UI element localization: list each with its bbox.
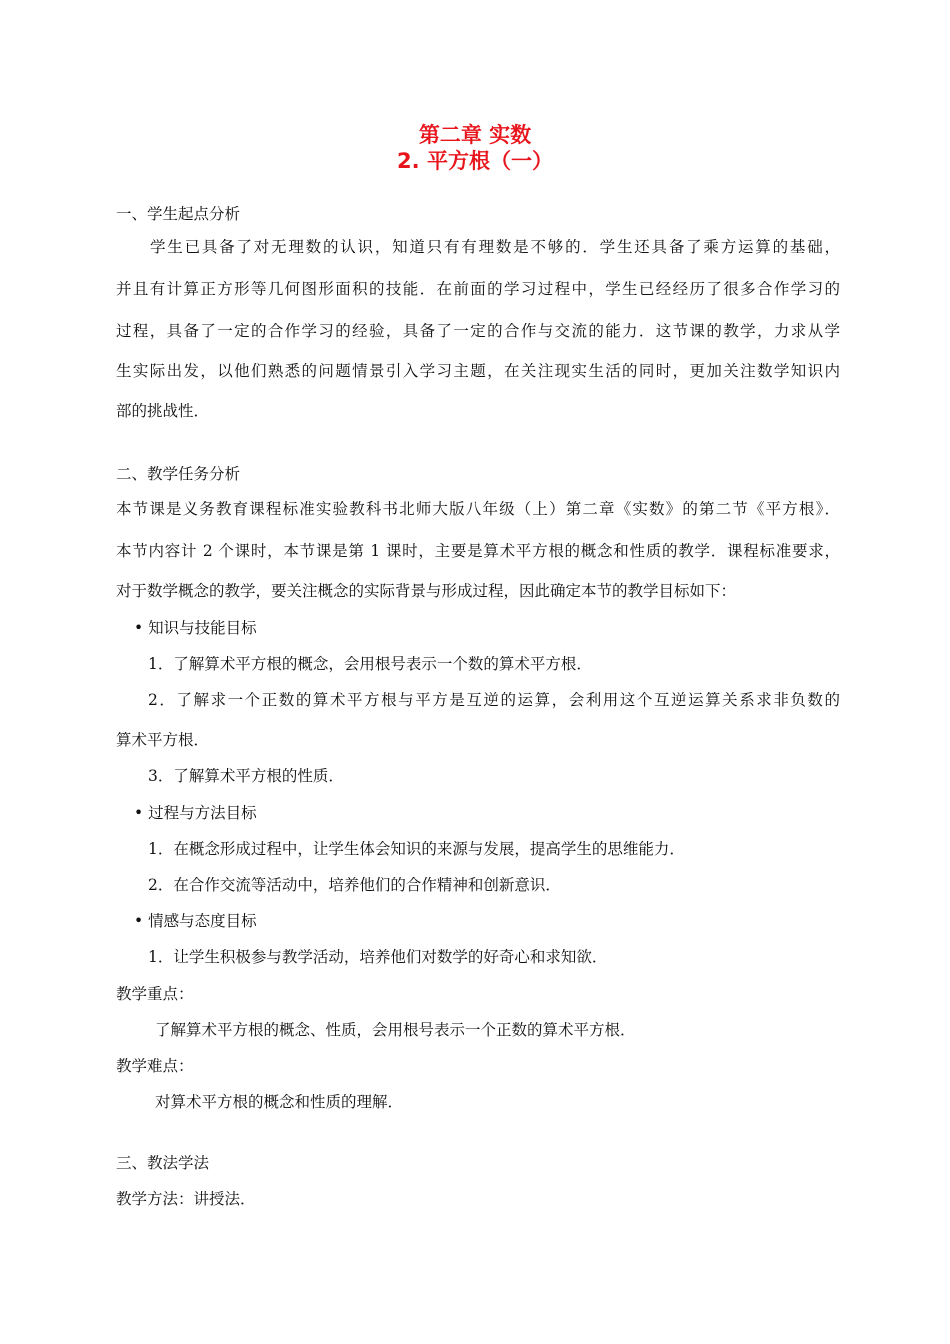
- chapter-title: 第二章 实数: [418, 123, 532, 147]
- goal-item: 1．了解算术平方根的概念，会用根号表示一个数的算术平方根．: [148, 655, 592, 673]
- section-heading-2: 二、教学任务分析: [116, 465, 241, 483]
- paragraph-line: 学生已具备了对无理数的认识，知道只有有理数是不够的．学生还具备了乘方运算的基础，: [150, 238, 840, 256]
- goal-heading-attitude: • 情感与态度目标: [134, 912, 257, 930]
- paragraph-line: 部的挑战性．: [116, 402, 210, 420]
- teaching-method: 教学方法：讲授法．: [116, 1190, 256, 1208]
- section-title: 2. 平方根（一）: [397, 149, 553, 173]
- goal-item: 2．在合作交流等活动中，培养他们的合作精神和创新意识．: [148, 876, 561, 894]
- section-heading-3: 三、教法学法: [116, 1154, 210, 1172]
- key-point-text: 了解算术平方根的概念、性质，会用根号表示一个正数的算术平方根．: [155, 1021, 636, 1039]
- section-heading-1: 一、学生起点分析: [116, 205, 241, 223]
- goal-item-continued: 算术平方根．: [116, 731, 210, 749]
- paragraph-line: 过程，具备了一定的合作学习的经验，具备了一定的合作与交流的能力．这节课的教学，力求从学: [116, 322, 840, 340]
- difficulty-label: 教学难点：: [116, 1057, 194, 1075]
- paragraph-line: 并且有计算正方形等几何图形面积的技能．在前面的学习过程中，学生已经经历了很多合作学习的: [116, 280, 840, 298]
- goal-item: 2．了解求一个正数的算术平方根与平方是互逆的运算，会利用这个互逆运算关系求非负数的: [148, 691, 840, 709]
- goal-heading-process: • 过程与方法目标: [134, 804, 257, 822]
- goal-heading-knowledge: • 知识与技能目标: [134, 619, 257, 637]
- goal-item: 3．了解算术平方根的性质．: [148, 767, 344, 785]
- difficulty-text: 对算术平方根的概念和性质的理解．: [155, 1093, 404, 1111]
- paragraph-line: 生实际出发，以他们熟悉的问题情景引入学习主题，在关注现实生活的同时，更加关注数学知识内: [116, 362, 840, 380]
- goal-item: 1．在概念形成过程中，让学生体会知识的来源与发展，提高学生的思维能力．: [148, 840, 685, 858]
- paragraph-line: 本节课是义务教育课程标准实验教科书北师大版八年级（上）第二章《实数》的第二节《平方根》．: [116, 500, 840, 518]
- goal-item: 1．让学生积极参与教学活动，培养他们对数学的好奇心和求知欲．: [148, 948, 608, 966]
- paragraph-line: 本节内容计 2 个课时，本节课是第 1 课时，主要是算术平方根的概念和性质的教学．课程标准要求，: [116, 542, 840, 560]
- key-point-label: 教学重点：: [116, 985, 194, 1003]
- paragraph-line: 对于数学概念的教学，要关注概念的实际背景与形成过程，因此确定本节的教学目标如下：: [116, 582, 737, 600]
